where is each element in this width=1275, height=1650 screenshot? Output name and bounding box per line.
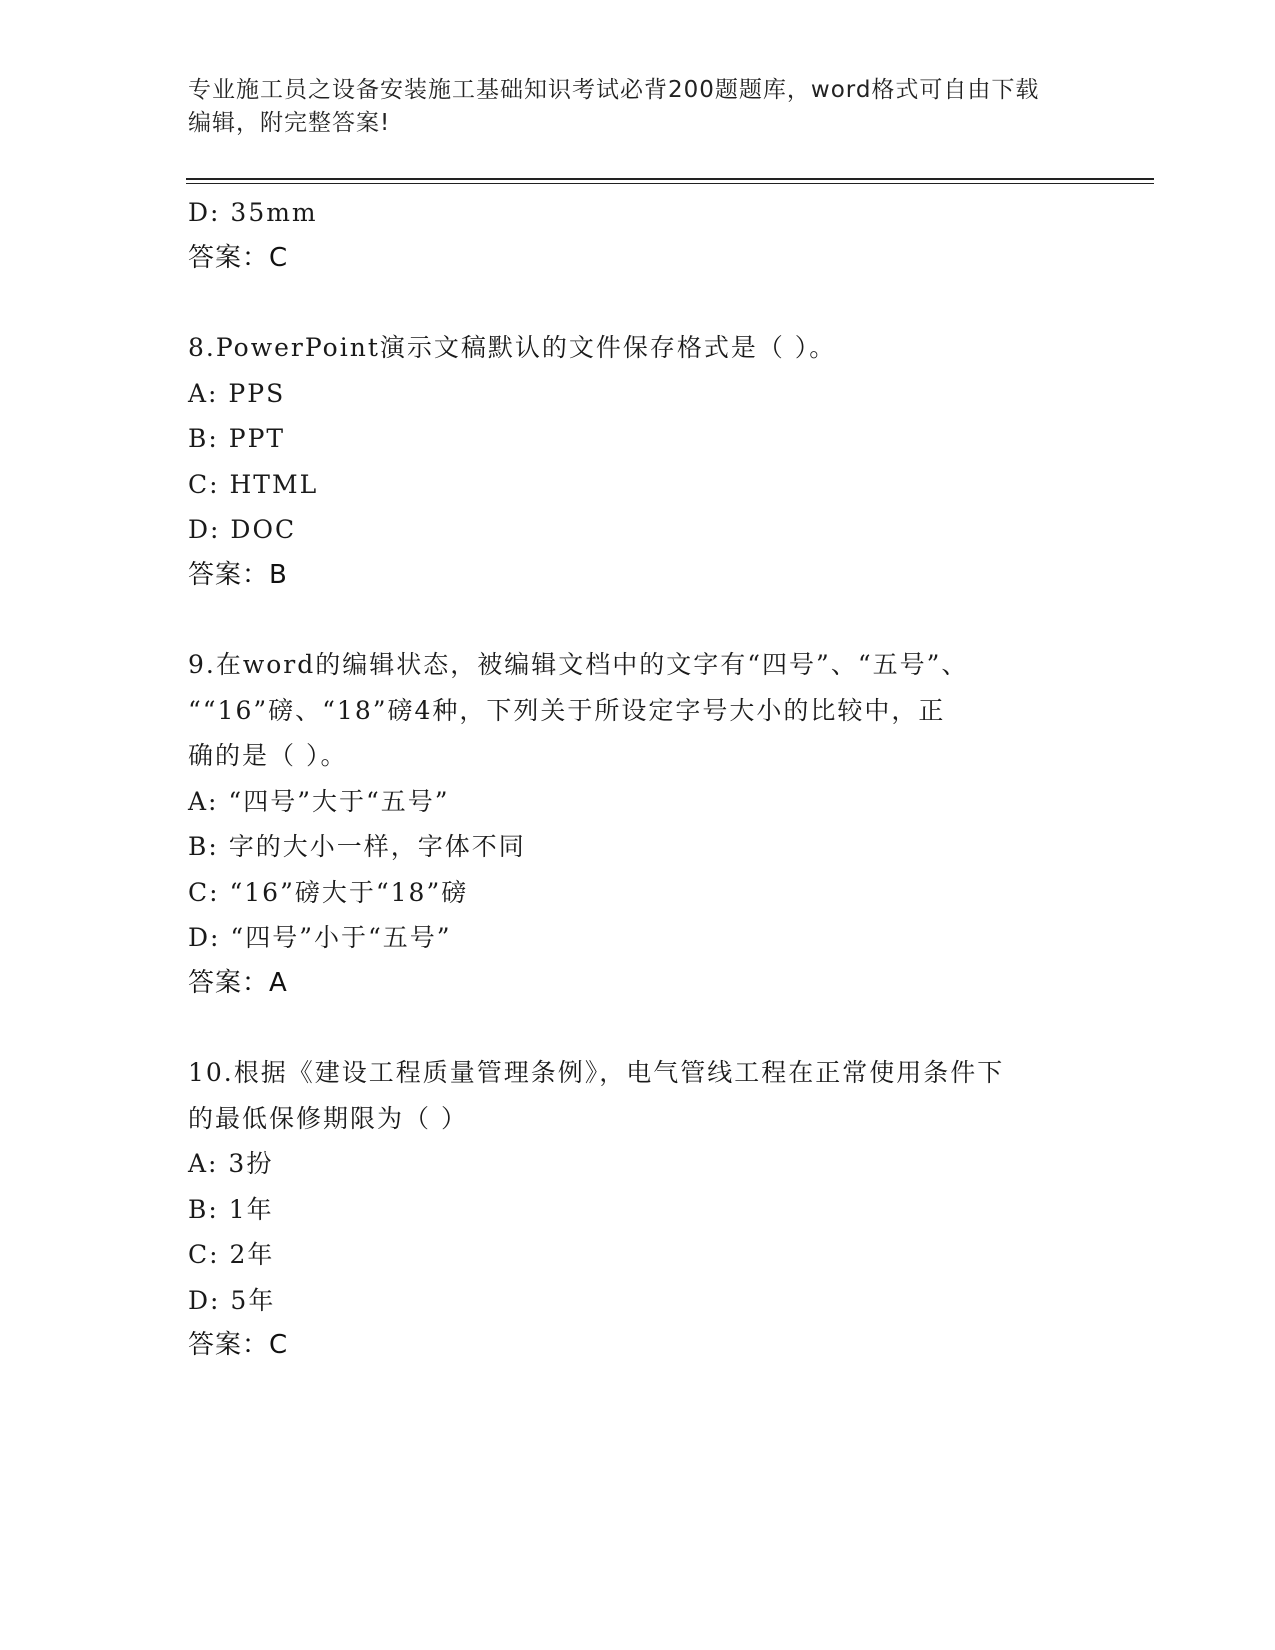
question-text-line: 10.根据《建设工程质量管理条例》，电气管线工程在正常使用条件下	[188, 1058, 1005, 1087]
header-line-1: 专业施工员之设备安装施工基础知识考试必背200题题库，word格式可自由下载	[188, 77, 1040, 103]
document-header	[188, 74, 1088, 140]
option-d: D: 35mm	[188, 198, 318, 227]
header-divider-thin	[186, 183, 1154, 184]
header-divider-thick	[186, 178, 1154, 180]
option-d: D: DOC	[188, 515, 297, 544]
question-10	[188, 1050, 1088, 1369]
spacer	[188, 281, 1088, 325]
option-c: C: “16”磅大于“18”磅	[188, 877, 469, 907]
question-text-line: 9.在word的编辑状态，被编辑文档中的文字有“四号”、“五号”、	[188, 650, 969, 679]
spacer	[188, 598, 1088, 642]
option-d: D: “四号”小于“五号”	[188, 923, 452, 952]
question-text-line: ““16”磅、“18”磅4种，下列关于所设定字号大小的比较中，正	[188, 695, 946, 725]
option-b: B: PPT	[188, 424, 286, 453]
document-body	[188, 190, 1088, 1369]
option-a: A: “四号”大于“五号”	[188, 786, 450, 816]
question-text	[188, 325, 1088, 371]
answer-line: 答案：A	[188, 967, 288, 998]
header-line-2: 编辑，附完整答案!	[188, 110, 391, 136]
previous-question-tail	[188, 190, 1088, 281]
spacer	[188, 1006, 1088, 1050]
question-text	[188, 642, 1088, 779]
option-b: B: 字的大小一样，字体不同	[188, 832, 526, 861]
option-c: C: 2年	[188, 1240, 275, 1269]
answer-line: 答案：B	[188, 559, 288, 590]
option-a: A: 3扮	[188, 1149, 274, 1178]
question-9	[188, 642, 1088, 1006]
option-a: A: PPS	[188, 378, 286, 408]
answer-line: 答案：C	[188, 242, 289, 273]
question-8	[188, 325, 1088, 598]
option-b: B: 1年	[188, 1194, 274, 1224]
question-text-line: 的最低保修期限为（ ）	[188, 1103, 468, 1133]
question-text-line: 确的是（ ）。	[188, 741, 348, 770]
option-c: C: HTML	[188, 469, 319, 499]
question-text-line: 8.PowerPoint演示文稿默认的文件保存格式是（ ）。	[188, 333, 837, 362]
answer-line: 答案：C	[188, 1330, 289, 1360]
option-d: D: 5年	[188, 1285, 276, 1315]
question-text	[188, 1050, 1088, 1141]
